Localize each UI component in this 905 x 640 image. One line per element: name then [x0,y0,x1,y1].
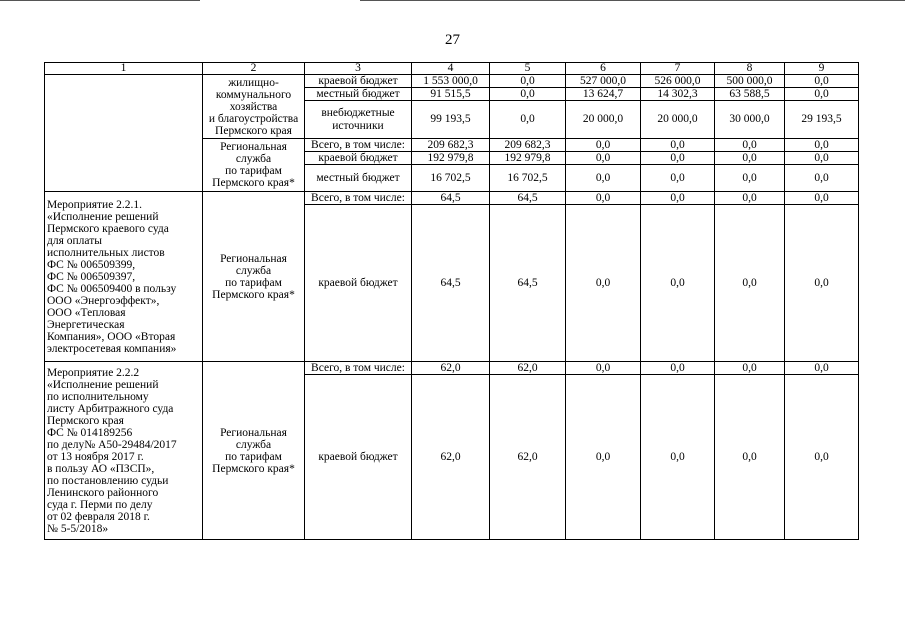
value-cell: 16 702,5 [490,165,566,192]
value-cell: 62,0 [412,362,490,375]
value-cell: 0,0 [490,101,566,139]
value-cell: 192 979,8 [412,152,490,165]
value-cell: 0,0 [785,205,859,362]
value-cell: 0,0 [566,152,641,165]
value-cell: 0,0 [566,139,641,152]
value-cell: 0,0 [566,192,641,205]
responsible-executor: Региональная служба по тарифам Пермского края* [203,139,305,192]
empty-name-cell [45,75,203,192]
column-header: 5 [490,63,566,75]
funding-source: краевой бюджет [305,375,412,540]
value-cell: 0,0 [715,205,785,362]
header-row [45,63,859,75]
value-cell: 99 193,5 [412,101,490,139]
value-cell: 209 682,3 [412,139,490,152]
column-header: 7 [641,63,715,75]
column-header: 2 [203,63,305,75]
funding-source: краевой бюджет [305,152,412,165]
table-row [45,75,859,88]
funding-source: внебюджетные источники [305,101,412,139]
value-cell: 0,0 [566,205,641,362]
value-cell: 0,0 [715,192,785,205]
value-cell: 0,0 [785,139,859,152]
value-cell: 30 000,0 [715,101,785,139]
value-cell: 0,0 [641,139,715,152]
value-cell: 0,0 [715,165,785,192]
value-cell: 63 588,5 [715,88,785,101]
value-cell: 62,0 [490,375,566,540]
funding-source: краевой бюджет [305,205,412,362]
value-cell: 0,0 [715,152,785,165]
value-cell: 0,0 [785,88,859,101]
column-header: 4 [412,63,490,75]
column-header: 3 [305,63,412,75]
value-cell: 209 682,3 [490,139,566,152]
value-cell: 0,0 [641,152,715,165]
funding-source: Всего, в том числе: [305,362,412,375]
top-border-line-left [0,0,200,1]
column-header: 9 [785,63,859,75]
value-cell: 0,0 [715,375,785,540]
value-cell: 64,5 [412,192,490,205]
value-cell: 62,0 [490,362,566,375]
value-cell: 91 515,5 [412,88,490,101]
value-cell: 0,0 [641,362,715,375]
budget-table [44,62,859,540]
value-cell: 0,0 [490,75,566,88]
value-cell: 20 000,0 [641,101,715,139]
measure-name: Мероприятие 2.2.2 «Исполнение решений по исполнительному листу Арбитражного суда Пермского края ФС № 014189256 по делу№ А50-29484/2017 от 13 ноября 2017 г. в пользу АО «ПЗСП», по постановлению судьи Ленинского районного суда г. Перми по делу от 02 февраля 2018 г. № 5-5/2018» [45,362,203,540]
value-cell: 29 193,5 [785,101,859,139]
value-cell: 0,0 [785,192,859,205]
value-cell: 64,5 [412,205,490,362]
responsible-executor: Региональная служба по тарифам Пермского края* [203,362,305,540]
value-cell: 62,0 [412,375,490,540]
value-cell: 13 624,7 [566,88,641,101]
column-header: 6 [566,63,641,75]
value-cell: 0,0 [785,362,859,375]
measure-name: Мероприятие 2.2.1. «Исполнение решений Пермского краевого суда для оплаты исполнительных листов ФС № 006509399, ФС № 006509397, ФС № 006509400 в пользу ООО «Энергоэффект», ООО «Тепловая Энергетическая Компания», ООО «Вторая электросетевая компания» [45,192,203,362]
value-cell: 0,0 [566,375,641,540]
column-header: 8 [715,63,785,75]
funding-source: местный бюджет [305,165,412,192]
value-cell: 0,0 [785,152,859,165]
value-cell: 0,0 [785,165,859,192]
top-border-line-right [360,0,905,1]
value-cell: 0,0 [566,165,641,192]
value-cell: 0,0 [715,139,785,152]
responsible-executor: жилищно- коммунального хозяйства и благоустройства Пермского края [203,75,305,139]
funding-source: краевой бюджет [305,75,412,88]
value-cell: 0,0 [490,88,566,101]
value-cell: 0,0 [785,375,859,540]
funding-source: Всего, в том числе: [305,139,412,152]
value-cell: 14 302,3 [641,88,715,101]
value-cell: 192 979,8 [490,152,566,165]
value-cell: 64,5 [490,205,566,362]
value-cell: 16 702,5 [412,165,490,192]
funding-source: Всего, в том числе: [305,192,412,205]
value-cell: 527 000,0 [566,75,641,88]
value-cell: 64,5 [490,192,566,205]
value-cell: 0,0 [641,165,715,192]
column-header: 1 [45,63,203,75]
table-row [45,362,859,375]
value-cell: 500 000,0 [715,75,785,88]
value-cell: 0,0 [785,75,859,88]
funding-source: местный бюджет [305,88,412,101]
table-row [45,192,859,205]
value-cell: 526 000,0 [641,75,715,88]
value-cell: 1 553 000,0 [412,75,490,88]
value-cell: 0,0 [715,362,785,375]
value-cell: 20 000,0 [566,101,641,139]
value-cell: 0,0 [566,362,641,375]
value-cell: 0,0 [641,192,715,205]
value-cell: 0,0 [641,205,715,362]
page-number: 27 [445,32,460,48]
responsible-executor: Региональная служба по тарифам Пермского края* [203,192,305,362]
value-cell: 0,0 [641,375,715,540]
